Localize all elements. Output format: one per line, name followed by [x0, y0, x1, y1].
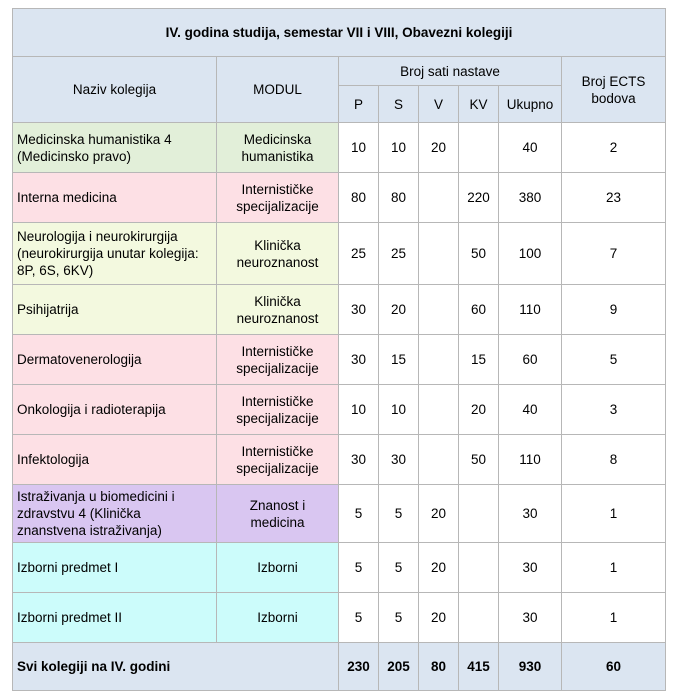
- table-row: [13, 543, 666, 593]
- header-p: P: [339, 86, 379, 123]
- cell-modul: Znanost i medicina: [217, 485, 339, 543]
- header-naziv: Naziv kolegija: [13, 57, 217, 123]
- cell-s: 80: [379, 173, 419, 223]
- total-p: 230: [339, 643, 379, 691]
- cell-ects: 2: [562, 123, 666, 173]
- total-s: 205: [379, 643, 419, 691]
- cell-naziv: Istraživanja u biomedicini i zdravstvu 4 (Klinička znanstvena istraživanja): [13, 485, 217, 543]
- cell-v: [419, 385, 459, 435]
- header-modul: MODUL: [217, 57, 339, 123]
- cell-naziv: Infektologija: [13, 435, 217, 485]
- cell-kv: [459, 485, 499, 543]
- cell-modul: Internističke specijalizacije: [217, 385, 339, 435]
- header-v: V: [419, 86, 459, 123]
- total-label: Svi kolegiji na IV. godini: [13, 643, 339, 691]
- cell-v: 20: [419, 123, 459, 173]
- cell-p: 5: [339, 593, 379, 643]
- cell-s: 10: [379, 385, 419, 435]
- table-title: IV. godina studija, semestar VII i VIII, Obavezni kolegiji: [13, 9, 666, 57]
- cell-p: 5: [339, 485, 379, 543]
- cell-modul: Medicinska humanistika: [217, 123, 339, 173]
- total-v: 80: [419, 643, 459, 691]
- cell-ects: 1: [562, 543, 666, 593]
- cell-v: [419, 335, 459, 385]
- cell-p: 10: [339, 123, 379, 173]
- total-row: [13, 643, 666, 691]
- cell-modul: Izborni: [217, 593, 339, 643]
- header-broj-sati: Broj sati nastave: [339, 57, 562, 86]
- cell-v: 20: [419, 485, 459, 543]
- cell-v: 20: [419, 543, 459, 593]
- cell-kv: [459, 123, 499, 173]
- cell-p: 30: [339, 335, 379, 385]
- header-ects: Broj ECTS bodova: [562, 57, 666, 123]
- cell-ukupno: 40: [499, 123, 562, 173]
- cell-v: [419, 435, 459, 485]
- cell-ukupno: 110: [499, 285, 562, 335]
- cell-ects: 23: [562, 173, 666, 223]
- table-row: [13, 593, 666, 643]
- cell-v: [419, 285, 459, 335]
- cell-s: 5: [379, 543, 419, 593]
- cell-modul: Klinička neuroznanost: [217, 285, 339, 335]
- cell-p: 5: [339, 543, 379, 593]
- cell-kv: [459, 593, 499, 643]
- cell-ukupno: 30: [499, 593, 562, 643]
- cell-kv: [459, 543, 499, 593]
- cell-v: [419, 223, 459, 285]
- cell-ects: 9: [562, 285, 666, 335]
- header-ukupno: Ukupno: [499, 86, 562, 123]
- cell-kv: 60: [459, 285, 499, 335]
- cell-s: 20: [379, 285, 419, 335]
- total-kv: 415: [459, 643, 499, 691]
- cell-ukupno: 60: [499, 335, 562, 385]
- cell-modul: Internističke specijalizacije: [217, 173, 339, 223]
- cell-naziv: Interna medicina: [13, 173, 217, 223]
- cell-ects: 1: [562, 485, 666, 543]
- table-row: [13, 435, 666, 485]
- table-row: [13, 485, 666, 543]
- cell-p: 25: [339, 223, 379, 285]
- table-row: [13, 223, 666, 285]
- table-row: [13, 285, 666, 335]
- total-ects: 60: [562, 643, 666, 691]
- cell-kv: 50: [459, 435, 499, 485]
- header-kv: KV: [459, 86, 499, 123]
- cell-ukupno: 380: [499, 173, 562, 223]
- cell-s: 10: [379, 123, 419, 173]
- cell-p: 10: [339, 385, 379, 435]
- cell-naziv: Neurologija i neurokirurgija (neurokirurgija unutar kolegija: 8P, 6S, 6KV): [13, 223, 217, 285]
- cell-v: 20: [419, 593, 459, 643]
- cell-s: 25: [379, 223, 419, 285]
- header-s: S: [379, 86, 419, 123]
- cell-p: 80: [339, 173, 379, 223]
- cell-kv: 15: [459, 335, 499, 385]
- cell-ukupno: 30: [499, 485, 562, 543]
- table-row: [13, 335, 666, 385]
- cell-ects: 3: [562, 385, 666, 435]
- cell-s: 30: [379, 435, 419, 485]
- total-ukupno: 930: [499, 643, 562, 691]
- cell-naziv: Psihijatrija: [13, 285, 217, 335]
- cell-s: 5: [379, 593, 419, 643]
- cell-modul: Klinička neuroznanost: [217, 223, 339, 285]
- cell-naziv: Dermatovenerologija: [13, 335, 217, 385]
- table-row: [13, 123, 666, 173]
- cell-ects: 1: [562, 593, 666, 643]
- cell-ects: 5: [562, 335, 666, 385]
- cell-kv: 220: [459, 173, 499, 223]
- cell-kv: 50: [459, 223, 499, 285]
- cell-ukupno: 30: [499, 543, 562, 593]
- cell-s: 5: [379, 485, 419, 543]
- cell-naziv: Onkologija i radioterapija: [13, 385, 217, 435]
- cell-modul: Izborni: [217, 543, 339, 593]
- cell-modul: Internističke specijalizacije: [217, 335, 339, 385]
- courses-table: [12, 8, 666, 691]
- cell-ukupno: 110: [499, 435, 562, 485]
- cell-p: 30: [339, 435, 379, 485]
- cell-p: 30: [339, 285, 379, 335]
- cell-naziv: Izborni predmet I: [13, 543, 217, 593]
- cell-ects: 7: [562, 223, 666, 285]
- table-row: [13, 173, 666, 223]
- cell-v: [419, 173, 459, 223]
- cell-ukupno: 40: [499, 385, 562, 435]
- table-row: [13, 385, 666, 435]
- cell-ects: 8: [562, 435, 666, 485]
- cell-modul: Internističke specijalizacije: [217, 435, 339, 485]
- cell-ukupno: 100: [499, 223, 562, 285]
- cell-s: 15: [379, 335, 419, 385]
- cell-kv: 20: [459, 385, 499, 435]
- cell-naziv: Medicinska humanistika 4 (Medicinsko pravo): [13, 123, 217, 173]
- cell-naziv: Izborni predmet II: [13, 593, 217, 643]
